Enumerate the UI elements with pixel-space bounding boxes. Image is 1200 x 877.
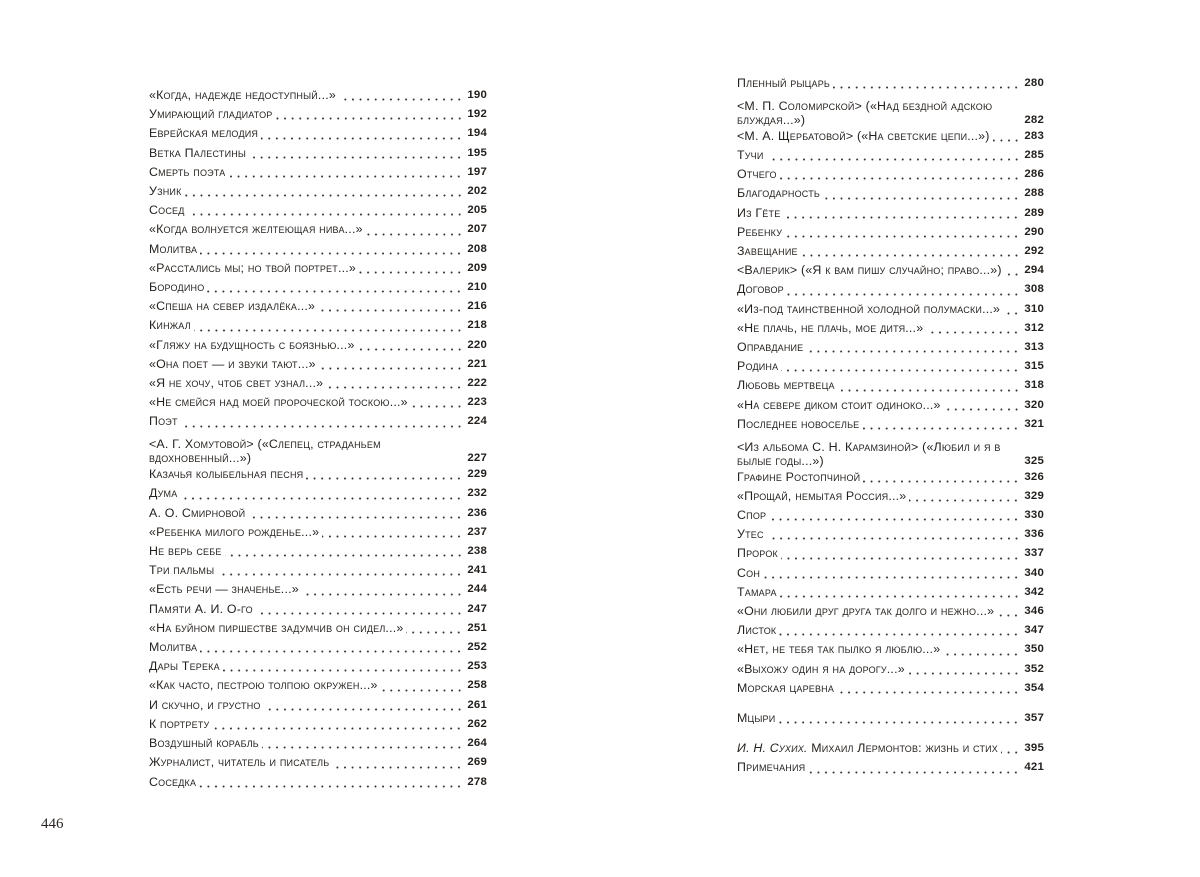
toc-entry-title: К портрету [149, 716, 210, 731]
toc-entry-title: Мцыри [737, 711, 776, 726]
toc-entry-title: «На севере диком стоит одиноко...» [737, 397, 941, 412]
toc-entry-title: Казачья колыбельная песня [149, 467, 304, 482]
toc-entry[interactable] [737, 564, 1044, 583]
toc-entry[interactable] [737, 280, 1044, 299]
dot-leader [276, 117, 464, 120]
dot-leader [781, 557, 1020, 560]
toc-entry[interactable] [149, 484, 487, 503]
dot-leader [778, 721, 1020, 724]
toc-entry-page: 216 [467, 300, 487, 313]
dot-leader [332, 766, 463, 769]
dot-leader [944, 408, 1020, 411]
toc-entry-page: 330 [1024, 509, 1044, 522]
toc-entry[interactable] [149, 316, 487, 335]
toc-entry-page: 210 [467, 281, 487, 294]
toc-entry-title: Ветка Палестины [149, 145, 247, 160]
toc-entry[interactable] [737, 319, 1044, 338]
toc-entry[interactable] [149, 696, 487, 715]
toc-entry-page: 321 [1024, 417, 1044, 430]
toc-entry[interactable] [737, 127, 1044, 146]
toc-left-column [149, 86, 487, 792]
toc-entry-title: Пленный рыцарь [737, 76, 831, 90]
dot-leader [249, 156, 463, 159]
toc-entry-title: <А. Г. Хомутовой> («Слепец, страданьем вдохновенный...») [149, 437, 381, 466]
toc-entry[interactable] [737, 758, 1044, 777]
toc-entry[interactable] [149, 676, 487, 695]
dot-leader [997, 614, 1020, 617]
toc-entry-page: 221 [467, 357, 487, 370]
toc-entry[interactable] [149, 163, 487, 182]
dot-leader [322, 535, 463, 538]
toc-entry[interactable] [149, 220, 487, 239]
dot-leader [779, 633, 1020, 636]
toc-entry-page: 258 [467, 679, 487, 692]
dot-leader [223, 669, 463, 672]
toc-entry[interactable] [149, 297, 487, 316]
dot-leader [1005, 273, 1020, 276]
toc-entry-page: 282 [1024, 113, 1044, 126]
toc-entry[interactable] [737, 640, 1044, 659]
toc-entry-title: Еврейская мелодия [149, 126, 259, 141]
toc-entry-title: Благодарность [737, 186, 821, 201]
toc-entry-title: Завещание [737, 244, 798, 259]
toc-entry-title: Умирающий гладиатор [149, 107, 273, 122]
toc-entry[interactable] [737, 146, 1044, 165]
toc-entry-page: 262 [467, 717, 487, 730]
toc-entry-page: 264 [467, 737, 487, 750]
toc-entry[interactable] [737, 261, 1044, 280]
toc-entry-title: «Спеша на север издалёка...» [149, 299, 316, 314]
toc-entry[interactable] [149, 201, 487, 220]
toc-entry-page: 238 [467, 545, 487, 558]
toc-entry-title: «Расстались мы; но твой портрет...» [149, 260, 356, 275]
toc-entry-page: 315 [1024, 360, 1044, 373]
dot-leader [217, 573, 463, 576]
toc-entry-title: «Гляжу на будущность с боязнью...» [149, 337, 355, 352]
dot-leader [1003, 312, 1020, 315]
toc-entry-page: 288 [1024, 187, 1044, 200]
dot-leader [767, 537, 1020, 540]
toc-entry-page: 252 [467, 641, 487, 654]
toc-entry-title: А. О. Смирновой [149, 505, 246, 520]
toc-entry[interactable] [149, 240, 487, 259]
toc-entry-title: <М. П. Соломирской> («Над бездной адскою блуждая...») [737, 98, 993, 127]
toc-entry-title: «Когда волнуется желтеющая нива...» [149, 222, 363, 237]
toc-entry-title: Узник [149, 184, 182, 199]
toc-entry-title: «Есть речи — значенье...» [149, 582, 299, 597]
toc-entry-title: Графине Ростопчиной [737, 469, 861, 484]
toc-entry[interactable] [737, 739, 1044, 758]
toc-entry[interactable] [149, 580, 487, 599]
dot-leader [248, 516, 463, 519]
toc-entry-page: 207 [467, 223, 487, 236]
toc-entry[interactable] [737, 468, 1044, 487]
toc-entry-page: 325 [1024, 454, 1044, 467]
toc-entry[interactable] [149, 259, 487, 278]
dot-leader [200, 252, 463, 255]
toc-entry-page: 229 [467, 468, 487, 481]
dot-leader [306, 477, 463, 480]
toc-entry-page: 278 [467, 775, 487, 788]
toc-entry-page: 222 [467, 377, 487, 390]
dot-leader [200, 650, 463, 653]
toc-entry-title: Родина [737, 359, 779, 374]
toc-entry-page: 286 [1024, 168, 1044, 181]
dot-leader [194, 329, 463, 332]
toc-entry-title: Договор [737, 282, 784, 297]
toc-entry-title: «Не плачь, не плачь, мое дитя...» [737, 320, 924, 335]
dot-leader [780, 595, 1020, 598]
toc-entry[interactable] [737, 184, 1044, 203]
toc-entry-page: 350 [1024, 643, 1044, 656]
toc-entry[interactable] [149, 336, 487, 355]
toc-entry-title: «Они любили друг друга так долго и нежно...» [737, 604, 995, 619]
toc-entry-title: Бородино [149, 280, 205, 295]
dot-leader [181, 425, 463, 428]
toc-entry-page: 190 [467, 89, 487, 101]
toc-entry-page: 290 [1024, 225, 1044, 238]
toc-entry-page: 289 [1024, 206, 1044, 219]
dot-leader [319, 367, 463, 370]
toc-entry-title: «Она поет — и звуки тают...» [149, 356, 316, 371]
toc-entry-title: «Когда, надежде недоступный...» [149, 88, 336, 102]
dot-leader [993, 139, 1020, 142]
toc-entry-title: Тучи [737, 148, 764, 162]
dot-leader [808, 771, 1020, 774]
toc-entry-page: 232 [467, 487, 487, 500]
toc-entry[interactable] [149, 561, 487, 580]
toc-entry[interactable] [737, 660, 1044, 679]
toc-entry-page: 395 [1024, 742, 1044, 755]
toc-entry-title: «На буйном пиршестве задумчив он сидел...» [149, 620, 404, 635]
toc-entry-title: Смерть поэта [149, 164, 226, 179]
toc-entry[interactable] [737, 93, 1044, 127]
toc-entry[interactable] [737, 434, 1044, 468]
toc-entry-page: 320 [1024, 398, 1044, 411]
toc-entry-page: 192 [467, 108, 487, 121]
toc-entry[interactable] [737, 544, 1044, 563]
toc-entry-title: <Валерик> («Я к вам пишу случайно; право...») [737, 263, 1002, 278]
toc-right-column [737, 74, 1044, 778]
dot-leader [188, 213, 463, 216]
toc-entry-page: 194 [467, 127, 487, 140]
dot-leader [767, 158, 1020, 161]
toc-entry-page: 208 [467, 242, 487, 255]
toc-entry[interactable] [149, 638, 487, 657]
toc-entry-page: 224 [467, 415, 487, 428]
toc-entry-title: «Как часто, пестрою толпою окружен...» [149, 678, 378, 693]
dot-leader [823, 197, 1020, 200]
toc-entry-page: 280 [1024, 77, 1044, 89]
toc-entry-title: Соседка [149, 774, 197, 789]
toc-entry[interactable] [737, 74, 1044, 93]
toc-entry-title: «Не смейся над моей пророческой тоскою...» [149, 395, 408, 410]
toc-entry-page: 247 [467, 602, 487, 615]
toc-entry-title: Молитва [149, 241, 198, 256]
toc-entry[interactable] [737, 396, 1044, 415]
toc-entry-page: 269 [467, 756, 487, 769]
toc-entry[interactable] [149, 542, 487, 561]
toc-entry-page: 313 [1024, 341, 1044, 354]
toc-entry-title: Три пальмы [149, 563, 215, 578]
toc-entry-title: «Я не хочу, чтоб свет узнал...» [149, 376, 324, 391]
dot-leader [225, 554, 463, 557]
toc-entry[interactable] [149, 619, 487, 638]
toc-entry[interactable] [737, 602, 1044, 621]
toc-entry[interactable] [737, 709, 1044, 728]
toc-entry-title: Морская царевна [737, 680, 835, 695]
toc-entry-page: 202 [467, 185, 487, 198]
toc-entry-title: Тамара [737, 584, 777, 599]
toc-entry[interactable] [737, 165, 1044, 184]
toc-entry-title: Из Гёте [737, 205, 781, 220]
toc-entry-page: 223 [467, 396, 487, 409]
dot-leader [783, 216, 1020, 219]
toc-entry-page: 318 [1024, 379, 1044, 392]
toc-entry-page: 329 [1024, 489, 1044, 502]
toc-entry[interactable] [149, 86, 487, 105]
dot-leader [862, 427, 1020, 430]
toc-entry[interactable] [737, 357, 1044, 376]
toc-entry-title: Кинжал [149, 318, 191, 333]
toc-entry-title: «Прощай, немытая Россия...» [737, 488, 907, 503]
toc-entry-page: 357 [1024, 712, 1044, 725]
toc-entry[interactable] [149, 715, 487, 734]
toc-entry[interactable] [737, 204, 1044, 223]
dot-leader [366, 233, 463, 236]
toc-entry-page: 244 [467, 583, 487, 596]
dot-leader [381, 689, 463, 692]
toc-entry-page: 336 [1024, 528, 1044, 541]
toc-entry[interactable] [737, 376, 1044, 395]
toc-entry-page: 346 [1024, 605, 1044, 618]
toc-entry-page: 218 [467, 319, 487, 332]
toc-entry[interactable] [737, 242, 1044, 261]
dot-leader [228, 175, 463, 178]
toc-entry[interactable] [149, 182, 487, 201]
toc-entry[interactable] [149, 412, 487, 431]
dot-leader [339, 98, 463, 101]
toc-entry[interactable] [737, 338, 1044, 357]
dot-leader [837, 691, 1020, 694]
toc-entry-title: Примечания [737, 760, 806, 775]
toc-entry[interactable] [149, 432, 487, 466]
toc-entry-title: Дума [149, 486, 178, 501]
toc-entry[interactable] [737, 621, 1044, 640]
dot-leader [780, 177, 1020, 180]
toc-entry-page: 251 [467, 621, 487, 634]
dot-leader [769, 518, 1020, 521]
toc-entry[interactable] [737, 300, 1044, 319]
toc-entry-page: 337 [1024, 547, 1044, 560]
toc-entry[interactable] [149, 657, 487, 676]
section-spacer [737, 728, 1044, 739]
dot-leader [411, 405, 463, 408]
dot-leader [801, 254, 1020, 257]
dot-leader [262, 746, 463, 749]
toc-entry-title: Последнее новоселье [737, 416, 860, 431]
toc-entry-page: 285 [1024, 149, 1044, 161]
dot-leader [863, 480, 1020, 483]
toc-entry-page: 241 [467, 564, 487, 577]
toc-entry-title: Спор [737, 508, 767, 523]
toc-entry[interactable] [149, 753, 487, 772]
toc-entry-title: Пророк [737, 546, 778, 561]
toc-entry-title: Ребенку [737, 224, 783, 239]
dot-leader [256, 612, 463, 615]
dot-leader [406, 631, 463, 634]
toc-entry-page: 421 [1024, 761, 1044, 774]
toc-entry[interactable] [737, 487, 1044, 506]
toc-entry-title: «Ребенка милого рожденье...» [149, 524, 320, 539]
toc-entry-title: Дары Терека [149, 659, 220, 674]
toc-entry-title: Поэт [149, 414, 178, 429]
dot-leader [926, 331, 1020, 334]
toc-entry-page: 283 [1024, 129, 1044, 142]
toc-entry-title: <Из альбома С. Н. Карамзиной> («Любил и я в былые годы...») [737, 439, 1001, 468]
dot-leader [838, 389, 1020, 392]
toc-entry-page: 236 [467, 506, 487, 519]
toc-entry[interactable] [737, 679, 1044, 698]
dot-leader [908, 672, 1020, 675]
dot-leader [207, 290, 463, 293]
toc-entry[interactable] [149, 124, 487, 143]
toc-entry[interactable] [149, 523, 487, 542]
toc-entry-title: Не верь себе [149, 544, 222, 559]
dot-leader [806, 350, 1020, 353]
dot-leader [199, 785, 463, 788]
toc-entry-page: 347 [1024, 624, 1044, 637]
toc-entry-title: «Выхожу один я на дорогу...» [737, 661, 905, 676]
toc-entry[interactable] [149, 773, 487, 792]
toc-entry-page: 261 [467, 698, 487, 711]
toc-entry-page: 197 [467, 165, 487, 178]
dot-leader [261, 137, 463, 140]
page-number: 446 [41, 816, 64, 832]
dot-leader [326, 386, 463, 389]
toc-entry[interactable] [149, 374, 487, 393]
toc-entry-title: Отчего [737, 167, 777, 182]
dot-leader [358, 348, 463, 351]
toc-entry[interactable] [737, 223, 1044, 242]
dot-leader [212, 727, 463, 730]
toc-entry[interactable] [149, 600, 487, 619]
dot-leader [781, 369, 1020, 372]
toc-entry-page: 342 [1024, 585, 1044, 598]
dot-leader [787, 293, 1020, 296]
dot-leader [909, 499, 1020, 502]
dot-leader [833, 86, 1020, 89]
toc-entry-page: 352 [1024, 662, 1044, 675]
dot-leader [185, 194, 463, 197]
toc-entry-page: 253 [467, 660, 487, 673]
toc-entry[interactable] [149, 144, 487, 163]
dot-leader [1001, 751, 1020, 754]
toc-entry-title: Сон [737, 565, 761, 580]
toc-entry-page: 294 [1024, 264, 1044, 277]
toc-entry-title: Любовь мертвеца [737, 378, 835, 393]
toc-entry-page: 326 [1024, 470, 1044, 483]
toc-entry[interactable] [149, 105, 487, 124]
toc-entry[interactable] [149, 393, 487, 412]
dot-leader [785, 235, 1020, 238]
toc-entry-title [737, 739, 998, 758]
toc-entry-title: «Из-под таинственной холодной полумаски...» [737, 301, 1001, 316]
dot-leader [180, 497, 463, 500]
toc-entry[interactable] [737, 415, 1044, 434]
toc-entry-page: 310 [1024, 302, 1044, 315]
toc-entry-page: 292 [1024, 245, 1044, 258]
toc-entry-page: 312 [1024, 321, 1044, 334]
toc-entry-page: 354 [1024, 681, 1044, 694]
toc-entry[interactable] [149, 504, 487, 523]
toc-entry[interactable] [149, 734, 487, 753]
dot-leader [318, 309, 463, 312]
toc-entry[interactable] [737, 525, 1044, 544]
toc-entry-title-text: Михаил Лермонтов: жизнь и стих [811, 741, 999, 756]
toc-entry-title: Журналист, читатель и писатель [149, 755, 330, 770]
toc-entry-title: <М. А. Щербатовой> («На светские цепи...») [737, 128, 990, 143]
toc-entry[interactable] [737, 583, 1044, 602]
toc-entry-title: И скучно, и грустно [149, 697, 261, 712]
dot-leader [302, 593, 463, 596]
toc-entry-page: 340 [1024, 566, 1044, 579]
toc-entry-page: 195 [467, 146, 487, 159]
toc-entry-title: Оправдание [737, 340, 804, 355]
toc-entry-page: 205 [467, 204, 487, 217]
toc-entry-title: «Нет, не тебя так пылко я люблю...» [737, 642, 941, 657]
toc-entry[interactable] [149, 355, 487, 374]
toc-entry-title: Памяти А. И. О-го [149, 601, 253, 616]
toc-entry[interactable] [149, 278, 487, 297]
toc-entry-author: И. Н. Сухих. [737, 741, 808, 756]
toc-entry[interactable] [149, 465, 487, 484]
toc-entry-title: Утес [737, 527, 764, 542]
toc-entry-title: Воздушный корабль [149, 736, 259, 751]
dot-leader [359, 271, 463, 274]
toc-entry-title: Листок [737, 623, 777, 638]
toc-entry-page: 237 [467, 525, 487, 538]
dot-leader [943, 653, 1020, 656]
dot-leader [264, 708, 463, 711]
toc-entry-title: Сосед [149, 203, 185, 218]
toc-entry-page: 220 [467, 338, 487, 351]
section-spacer [737, 698, 1044, 709]
toc-entry-page: 227 [467, 452, 487, 465]
toc-entry-page: 209 [467, 261, 487, 274]
toc-entry-title: Молитва [149, 640, 198, 655]
toc-entry-page: 308 [1024, 283, 1044, 296]
toc-entry[interactable] [737, 506, 1044, 525]
dot-leader [763, 576, 1020, 579]
